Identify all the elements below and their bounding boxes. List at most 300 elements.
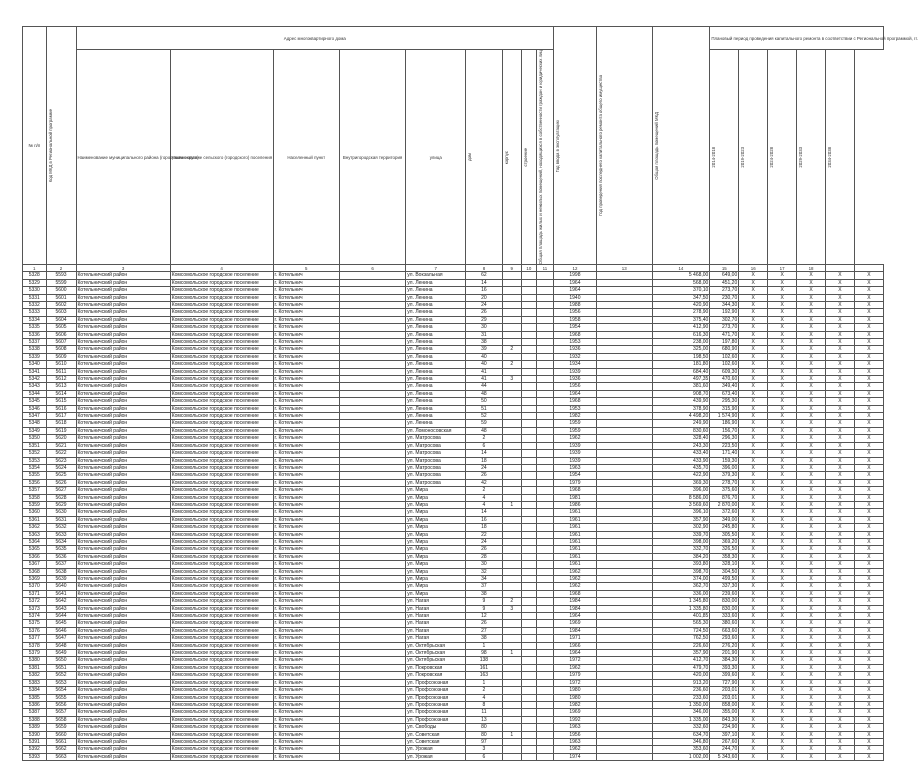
row-settlement: Комсомольское городское поселение	[170, 501, 273, 508]
row-code: 5651	[46, 664, 76, 671]
row-district: Котельничский район	[76, 450, 170, 457]
row-area: 396,00	[652, 487, 710, 494]
table-row	[23, 746, 884, 753]
row-empty	[536, 420, 553, 427]
row-period-3: X	[797, 635, 826, 642]
row-period-3: X	[797, 687, 826, 694]
column-index-cell: 13	[596, 265, 652, 272]
row-house: 14	[466, 279, 502, 286]
row-empty	[536, 368, 553, 375]
row-period-3: X	[797, 709, 826, 716]
row-street: ул. Матросова	[406, 472, 466, 479]
row-year: 1939	[554, 457, 597, 464]
row-period-5: X	[854, 731, 883, 738]
table-row	[23, 620, 884, 627]
row-period-5: X	[854, 524, 883, 531]
row-year-last	[596, 650, 652, 657]
row-microdistrict	[339, 487, 405, 494]
row-stroenie	[521, 738, 536, 745]
row-korpus: 1	[502, 731, 521, 738]
row-year-last	[596, 561, 652, 568]
row-period-3: X	[797, 279, 826, 286]
row-district: Котельничский район	[76, 553, 170, 560]
row-area: 497,35	[652, 376, 710, 383]
row-street: ул. Нагая	[406, 605, 466, 612]
row-work: 201,90	[710, 650, 739, 657]
row-street: ул. Мира	[406, 576, 466, 583]
row-street: ул. Нагая	[406, 635, 466, 642]
row-area: 830,60	[652, 427, 710, 434]
row-house: 97	[466, 738, 502, 745]
row-area: 684,40	[652, 368, 710, 375]
row-district: Котельничский район	[76, 457, 170, 464]
row-stroenie	[521, 701, 536, 708]
row-period-4: X	[825, 642, 854, 649]
row-stroenie	[521, 287, 536, 294]
row-area: 393,80	[652, 561, 710, 568]
row-korpus	[502, 687, 521, 694]
row-work: 296,30	[710, 435, 739, 442]
row-num: 5380	[23, 657, 47, 664]
row-stroenie	[521, 383, 536, 390]
row-period-1: X	[739, 694, 768, 701]
row-period-2: X	[768, 479, 797, 486]
row-empty	[536, 620, 553, 627]
row-year: 1979	[554, 672, 597, 679]
row-period-4: X	[825, 331, 854, 338]
row-num: 5362	[23, 524, 47, 531]
row-period-4: X	[825, 279, 854, 286]
row-korpus	[502, 509, 521, 516]
row-empty	[536, 561, 553, 568]
row-settlement: Комсомольское городское поселение	[170, 553, 273, 560]
row-period-1: X	[739, 479, 768, 486]
row-korpus	[502, 324, 521, 331]
row-period-1: X	[739, 413, 768, 420]
row-num: 5370	[23, 583, 47, 590]
row-code: 5611	[46, 368, 76, 375]
row-korpus	[502, 531, 521, 538]
row-period-2: X	[768, 464, 797, 471]
row-empty	[536, 501, 553, 508]
row-microdistrict	[339, 516, 405, 523]
row-period-4: X	[825, 568, 854, 575]
row-period-4: X	[825, 509, 854, 516]
row-num: 5385	[23, 694, 47, 701]
row-settlement: Комсомольское городское поселение	[170, 331, 273, 338]
table-row	[23, 324, 884, 331]
row-period-5: X	[854, 450, 883, 457]
row-district: Котельничский район	[76, 590, 170, 597]
row-period-5: X	[854, 516, 883, 523]
row-stroenie	[521, 324, 536, 331]
table-row	[23, 627, 884, 634]
row-settlement: Комсомольское городское поселение	[170, 731, 273, 738]
row-korpus	[502, 553, 521, 560]
row-work: 349,00	[710, 516, 739, 523]
row-year: 1974	[554, 753, 597, 760]
row-year-last	[596, 546, 652, 553]
row-house: 41	[466, 368, 502, 375]
row-period-3: X	[797, 494, 826, 501]
table-row	[23, 650, 884, 657]
row-korpus	[502, 420, 521, 427]
row-period-1: X	[739, 450, 768, 457]
row-locality: г. Котельнич	[273, 657, 339, 664]
row-korpus	[502, 568, 521, 575]
table-row	[23, 376, 884, 383]
row-period-2: X	[768, 450, 797, 457]
row-stroenie	[521, 561, 536, 568]
row-stroenie	[521, 479, 536, 486]
row-stroenie	[521, 753, 536, 760]
row-num: 5375	[23, 620, 47, 627]
row-locality: г. Котельнич	[273, 687, 339, 694]
row-area: 353,60	[652, 746, 710, 753]
row-house: 24	[466, 538, 502, 545]
row-period-4: X	[825, 472, 854, 479]
row-period-1: X	[739, 524, 768, 531]
row-korpus	[502, 279, 521, 286]
row-empty	[536, 331, 553, 338]
row-korpus	[502, 516, 521, 523]
row-period-2: X	[768, 472, 797, 479]
row-locality: г. Котельнич	[273, 361, 339, 368]
row-period-4: X	[825, 346, 854, 353]
row-period-3: X	[797, 309, 826, 316]
row-period-1: X	[739, 353, 768, 360]
row-house: 14	[466, 509, 502, 516]
row-empty	[536, 361, 553, 368]
row-num: 5364	[23, 538, 47, 545]
row-work: 369,20	[710, 538, 739, 545]
row-year: 1962	[554, 568, 597, 575]
row-year: 1981	[554, 494, 597, 501]
row-house: 24	[466, 301, 502, 308]
row-settlement: Комсомольское городское поселение	[170, 650, 273, 657]
row-period-5: X	[854, 413, 883, 420]
row-period-3: X	[797, 576, 826, 583]
row-period-3: X	[797, 420, 826, 427]
row-locality: г. Котельнич	[273, 353, 339, 360]
row-district: Котельничский район	[76, 346, 170, 353]
row-period-2: X	[768, 672, 797, 679]
row-stroenie	[521, 339, 536, 346]
row-empty	[536, 538, 553, 545]
row-num: 5351	[23, 442, 47, 449]
row-year: 1961	[554, 546, 597, 553]
column-index-cell: 17	[768, 265, 797, 272]
row-korpus: 2	[502, 361, 521, 368]
row-microdistrict	[339, 479, 405, 486]
row-locality: г. Котельнич	[273, 427, 339, 434]
row-microdistrict	[339, 738, 405, 745]
row-settlement: Комсомольское городское поселение	[170, 309, 273, 316]
row-num: 5328	[23, 272, 47, 279]
row-korpus	[502, 442, 521, 449]
row-year: 1968	[554, 398, 597, 405]
row-period-3: X	[797, 509, 826, 516]
row-period-4: X	[825, 709, 854, 716]
row-period-2: X	[768, 679, 797, 686]
row-empty	[536, 494, 553, 501]
row-work: 230,70	[710, 294, 739, 301]
row-locality: г. Котельнич	[273, 435, 339, 442]
row-year: 1964	[554, 650, 597, 657]
row-stroenie	[521, 598, 536, 605]
row-microdistrict	[339, 709, 405, 716]
row-locality: г. Котельнич	[273, 376, 339, 383]
row-area: 724,50	[652, 627, 710, 634]
row-num: 5372	[23, 598, 47, 605]
row-locality: г. Котельнич	[273, 738, 339, 745]
row-area: 433,40	[652, 450, 710, 457]
row-code: 5637	[46, 561, 76, 568]
row-settlement: Комсомольское городское поселение	[170, 479, 273, 486]
row-period-2: X	[768, 635, 797, 642]
row-stroenie	[521, 746, 536, 753]
row-work: 223,50	[710, 442, 739, 449]
row-locality: г. Котельнич	[273, 635, 339, 642]
row-period-2: X	[768, 457, 797, 464]
row-district: Котельничский район	[76, 642, 170, 649]
row-empty	[536, 435, 553, 442]
row-year-last	[596, 427, 652, 434]
row-period-1: X	[739, 568, 768, 575]
row-period-2: X	[768, 546, 797, 553]
row-locality: г. Котельнич	[273, 672, 339, 679]
row-year: 1939	[554, 442, 597, 449]
table-row	[23, 442, 884, 449]
row-num: 5360	[23, 509, 47, 516]
row-year-last	[596, 664, 652, 671]
table-row	[23, 568, 884, 575]
row-period-3: X	[797, 613, 826, 620]
row-period-5: X	[854, 694, 883, 701]
table-row	[23, 287, 884, 294]
row-settlement: Комсомольское городское поселение	[170, 413, 273, 420]
row-period-3: X	[797, 664, 826, 671]
table-row	[23, 427, 884, 434]
row-empty	[536, 398, 553, 405]
row-empty	[536, 531, 553, 538]
row-period-5: X	[854, 331, 883, 338]
row-year-last	[596, 598, 652, 605]
row-empty	[536, 509, 553, 516]
row-period-4: X	[825, 746, 854, 753]
row-period-5: X	[854, 442, 883, 449]
row-district: Котельничский район	[76, 301, 170, 308]
row-district: Котельничский район	[76, 435, 170, 442]
row-code: 5636	[46, 553, 76, 560]
row-year: 1963	[554, 464, 597, 471]
row-period-3: X	[797, 361, 826, 368]
row-settlement: Комсомольское городское поселение	[170, 635, 273, 642]
row-stroenie	[521, 487, 536, 494]
row-period-3: X	[797, 301, 826, 308]
row-settlement: Комсомольское городское поселение	[170, 472, 273, 479]
row-house: 39	[466, 346, 502, 353]
row-area: 198,50	[652, 353, 710, 360]
row-house: 50	[466, 398, 502, 405]
table-row	[23, 516, 884, 523]
row-korpus	[502, 738, 521, 745]
row-locality: г. Котельнич	[273, 442, 339, 449]
row-area: 634,70	[652, 731, 710, 738]
row-num: 5389	[23, 724, 47, 731]
row-empty	[536, 324, 553, 331]
row-num: 5391	[23, 738, 47, 745]
row-korpus	[502, 694, 521, 701]
row-locality: г. Котельнич	[273, 724, 339, 731]
row-stroenie	[521, 650, 536, 657]
row-num: 5344	[23, 390, 47, 397]
row-period-1: X	[739, 279, 768, 286]
row-locality: г. Котельнич	[273, 457, 339, 464]
row-empty	[536, 413, 553, 420]
row-stroenie	[521, 620, 536, 627]
row-area: 412,90	[652, 324, 710, 331]
row-area: 238,00	[652, 339, 710, 346]
row-work: 379,30	[710, 472, 739, 479]
row-street: ул. Ленина	[406, 316, 466, 323]
row-street: ул. Ленина	[406, 279, 466, 286]
row-num: 5332	[23, 301, 47, 308]
row-locality: г. Котельнич	[273, 405, 339, 412]
row-code: 5642	[46, 598, 76, 605]
row-period-3: X	[797, 531, 826, 538]
row-stroenie	[521, 331, 536, 338]
row-stroenie	[521, 709, 536, 716]
row-period-5: X	[854, 479, 883, 486]
row-year: 1964	[554, 390, 597, 397]
row-code: 5616	[46, 405, 76, 412]
column-index-cell	[825, 265, 854, 272]
row-period-1: X	[739, 657, 768, 664]
row-code: 5625	[46, 472, 76, 479]
row-period-4: X	[825, 583, 854, 590]
row-locality: г. Котельнич	[273, 294, 339, 301]
row-district: Котельничский район	[76, 413, 170, 420]
row-microdistrict	[339, 605, 405, 612]
row-period-2: X	[768, 368, 797, 375]
row-korpus	[502, 316, 521, 323]
row-period-4: X	[825, 605, 854, 612]
row-locality: г. Котельнич	[273, 568, 339, 575]
row-period-2: X	[768, 568, 797, 575]
row-house: 42	[466, 479, 502, 486]
row-street: ул. Профсоюзная	[406, 716, 466, 723]
row-period-3: X	[797, 568, 826, 575]
row-empty	[536, 635, 553, 642]
row-year-last	[596, 509, 652, 516]
row-empty	[536, 287, 553, 294]
row-korpus	[502, 576, 521, 583]
row-house: 27	[466, 627, 502, 634]
row-street: ул. Ленина	[406, 390, 466, 397]
row-period-3: X	[797, 561, 826, 568]
row-district: Котельничский район	[76, 368, 170, 375]
row-year: 1939	[554, 368, 597, 375]
row-empty	[536, 724, 553, 731]
row-district: Котельничский район	[76, 627, 170, 634]
row-year-last	[596, 642, 652, 649]
row-year: 1961	[554, 531, 597, 538]
row-district: Котельничский район	[76, 479, 170, 486]
row-period-1: X	[739, 398, 768, 405]
row-district: Котельничский район	[76, 746, 170, 753]
row-year: 1959	[554, 427, 597, 434]
row-stroenie	[521, 568, 536, 575]
row-year-last	[596, 657, 652, 664]
row-year: 1940	[554, 294, 597, 301]
row-work: 156,70	[710, 427, 739, 434]
row-num: 5371	[23, 590, 47, 597]
row-period-2: X	[768, 339, 797, 346]
row-district: Котельничский район	[76, 376, 170, 383]
row-microdistrict	[339, 331, 405, 338]
row-street: ул. Ленина	[406, 361, 466, 368]
row-korpus	[502, 716, 521, 723]
row-district: Котельничский район	[76, 501, 170, 508]
row-microdistrict	[339, 287, 405, 294]
row-area: 1 335,00	[652, 716, 710, 723]
row-district: Котельничский район	[76, 442, 170, 449]
row-num: 5358	[23, 494, 47, 501]
row-code: 5648	[46, 642, 76, 649]
row-period-4: X	[825, 687, 854, 694]
row-code: 5604	[46, 316, 76, 323]
row-period-4: X	[825, 494, 854, 501]
row-period-5: X	[854, 316, 883, 323]
header-settlement: Наименование сельского (городского) поселения	[170, 50, 273, 265]
row-work: 830,00	[710, 605, 739, 612]
table-row	[23, 753, 884, 760]
row-period-5: X	[854, 709, 883, 716]
row-korpus	[502, 642, 521, 649]
row-area: 435,70	[652, 464, 710, 471]
row-microdistrict	[339, 583, 405, 590]
row-period-5: X	[854, 738, 883, 745]
row-period-1: X	[739, 546, 768, 553]
row-code: 5649	[46, 650, 76, 657]
row-korpus	[502, 583, 521, 590]
column-index-cell: 3	[76, 265, 170, 272]
row-street: ул. Мира	[406, 583, 466, 590]
row-settlement: Комсомольское городское поселение	[170, 627, 273, 634]
row-street: ул. Мира	[406, 590, 466, 597]
row-microdistrict	[339, 731, 405, 738]
row-work: 380,60	[710, 620, 739, 627]
row-area: 420,00	[652, 672, 710, 679]
row-code: 5601	[46, 294, 76, 301]
row-year-last	[596, 353, 652, 360]
row-period-2: X	[768, 405, 797, 412]
row-num: 5368	[23, 568, 47, 575]
row-area: 479,70	[652, 664, 710, 671]
header-address-group: Адрес многоквартирного дома	[76, 27, 554, 50]
row-stroenie	[521, 694, 536, 701]
row-work: 876,70	[710, 494, 739, 501]
row-korpus	[502, 479, 521, 486]
row-period-4: X	[825, 390, 854, 397]
row-year-last	[596, 709, 652, 716]
row-settlement: Комсомольское городское поселение	[170, 464, 273, 471]
table-row	[23, 413, 884, 420]
row-microdistrict	[339, 561, 405, 568]
row-period-4: X	[825, 650, 854, 657]
row-period-2: X	[768, 598, 797, 605]
